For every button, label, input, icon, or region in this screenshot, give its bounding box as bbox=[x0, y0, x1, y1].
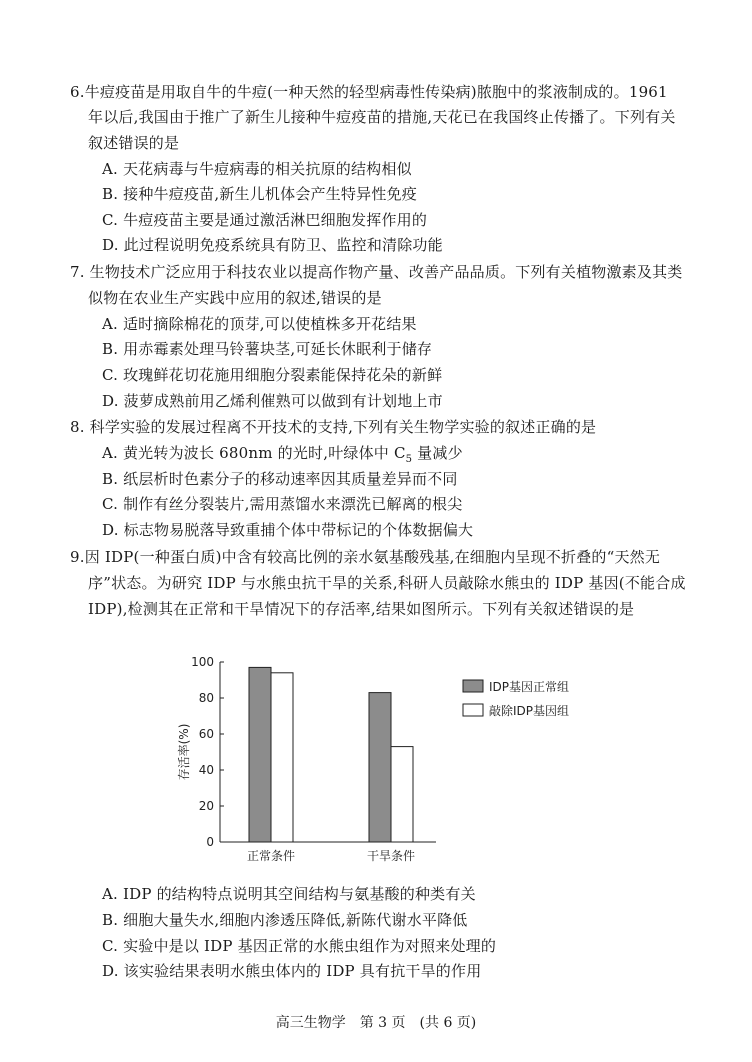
q7-stem-line-1: 7. 生物技术广泛应用于科技农业以提高作物产量、改善产品品质。下列有关植物激素及其类 bbox=[70, 263, 683, 281]
q6-option-a: A. 天花病毒与牛痘病毒的相关抗原的结构相似 bbox=[102, 160, 412, 178]
y-tick-label: 100 bbox=[191, 655, 214, 669]
q6-option-c: C. 牛痘疫苗主要是通过激活淋巴细胞发挥作用的 bbox=[102, 211, 428, 229]
y-axis-label: 存活率(%) bbox=[177, 723, 191, 781]
q9-option-a: A. IDP 的结构特点说明其空间结构与氨基酸的种类有关 bbox=[102, 885, 476, 903]
y-tick-label: 60 bbox=[198, 727, 214, 741]
q6-stem-line-3: 叙述错误的是 bbox=[88, 134, 180, 152]
q8-stem-line-1: 8. 科学实验的发展过程离不开技术的支持,下列有关生物学实验的叙述正确的是 bbox=[70, 418, 597, 436]
page-footer: 高三生物学 第 3 页 (共 6 页) bbox=[275, 1015, 477, 1031]
bar-normal-0 bbox=[249, 667, 271, 842]
q7-stem-line-2: 似物在农业生产实践中应用的叙述,错误的是 bbox=[88, 289, 382, 307]
chart-legend bbox=[463, 679, 569, 718]
q7-option-b: B. 用赤霉素处理马铃薯块茎,可延长休眠利于储存 bbox=[102, 340, 433, 358]
legend-label: 敲除IDP基因组 bbox=[489, 704, 570, 718]
q8-option-a-text: A. 黄光转为波长 680nm 的光时,叶绿体中 C bbox=[102, 444, 406, 462]
q6-option-d: D. 此过程说明免疫系统具有防卫、监控和清除功能 bbox=[102, 236, 443, 254]
q6-stem-line-1: 6.牛痘疫苗是用取自牛的牛痘(一种天然的轻型病毒性传染病)脓胞中的浆液制成的。1961 bbox=[70, 83, 668, 101]
legend-swatch bbox=[463, 704, 483, 716]
q8-option-c: C. 制作有丝分裂装片,需用蒸馏水来漂洗已解离的根尖 bbox=[102, 495, 463, 513]
q7-option-d: D. 菠萝成熟前用乙烯利催熟可以做到有计划地上市 bbox=[102, 392, 443, 410]
q9-stem-line-1: 9.因 IDP(一种蛋白质)中含有较高比例的亲水氨基酸残基,在细胞内呈现不折叠的“天然无 bbox=[70, 548, 661, 566]
q8-option-a-subscript: 5 bbox=[405, 454, 413, 465]
q8-option-a bbox=[102, 443, 463, 470]
x-category-label: 干旱条件 bbox=[366, 849, 416, 863]
q9-option-c: C. 实验中是以 IDP 基因正常的水熊虫组作为对照来处理的 bbox=[102, 937, 497, 955]
q8-option-d: D. 标志物易脱落导致重捕个体中带标记的个体数据偏大 bbox=[102, 521, 474, 539]
q6-option-b: B. 接种牛痘疫苗,新生儿机体会产生特异性免疫 bbox=[102, 185, 417, 203]
survival-rate-bar-chart bbox=[176, 640, 616, 872]
bar-normal-1 bbox=[369, 693, 391, 842]
y-tick-label: 40 bbox=[198, 763, 214, 777]
bar-knockout-1 bbox=[391, 747, 413, 842]
q9-stem-line-3: IDP),检测其在正常和干旱情况下的存活率,结果如图所示。下列有关叙述错误的是 bbox=[88, 600, 635, 618]
q7-option-c: C. 玫瑰鲜花切花施用细胞分裂素能保持花朵的新鲜 bbox=[102, 366, 443, 384]
q8-option-b: B. 纸层析时色素分子的移动速率因其质量差异而不同 bbox=[102, 470, 458, 488]
legend-label: IDP基因正常组 bbox=[489, 680, 570, 694]
x-category-label: 正常条件 bbox=[246, 849, 296, 863]
bar-knockout-0 bbox=[271, 673, 293, 842]
q6-stem-line-2: 年以后,我国由于推广了新生儿接种牛痘疫苗的措施,天花已在我国终止传播了。下列有关 bbox=[88, 108, 676, 126]
chart-bars bbox=[249, 667, 413, 842]
y-tick-label: 20 bbox=[198, 799, 214, 813]
q9-option-b: B. 细胞大量失水,细胞内渗透压降低,新陈代谢水平降低 bbox=[102, 911, 468, 929]
q9-option-d: D. 该实验结果表明水熊虫体内的 IDP 具有抗干旱的作用 bbox=[102, 962, 482, 980]
q7-option-a: A. 适时摘除棉花的顶芽,可以使植株多开花结果 bbox=[102, 315, 417, 333]
y-tick-label: 0 bbox=[206, 835, 214, 849]
legend-swatch bbox=[463, 680, 483, 692]
q9-stem-line-2: 序”状态。为研究 IDP 与水熊虫抗干旱的关系,科研人员敲除水熊虫的 IDP 基因(不能合成 bbox=[88, 574, 686, 592]
y-tick-label: 80 bbox=[198, 691, 214, 705]
q8-option-a-tail: 量减少 bbox=[412, 444, 463, 462]
